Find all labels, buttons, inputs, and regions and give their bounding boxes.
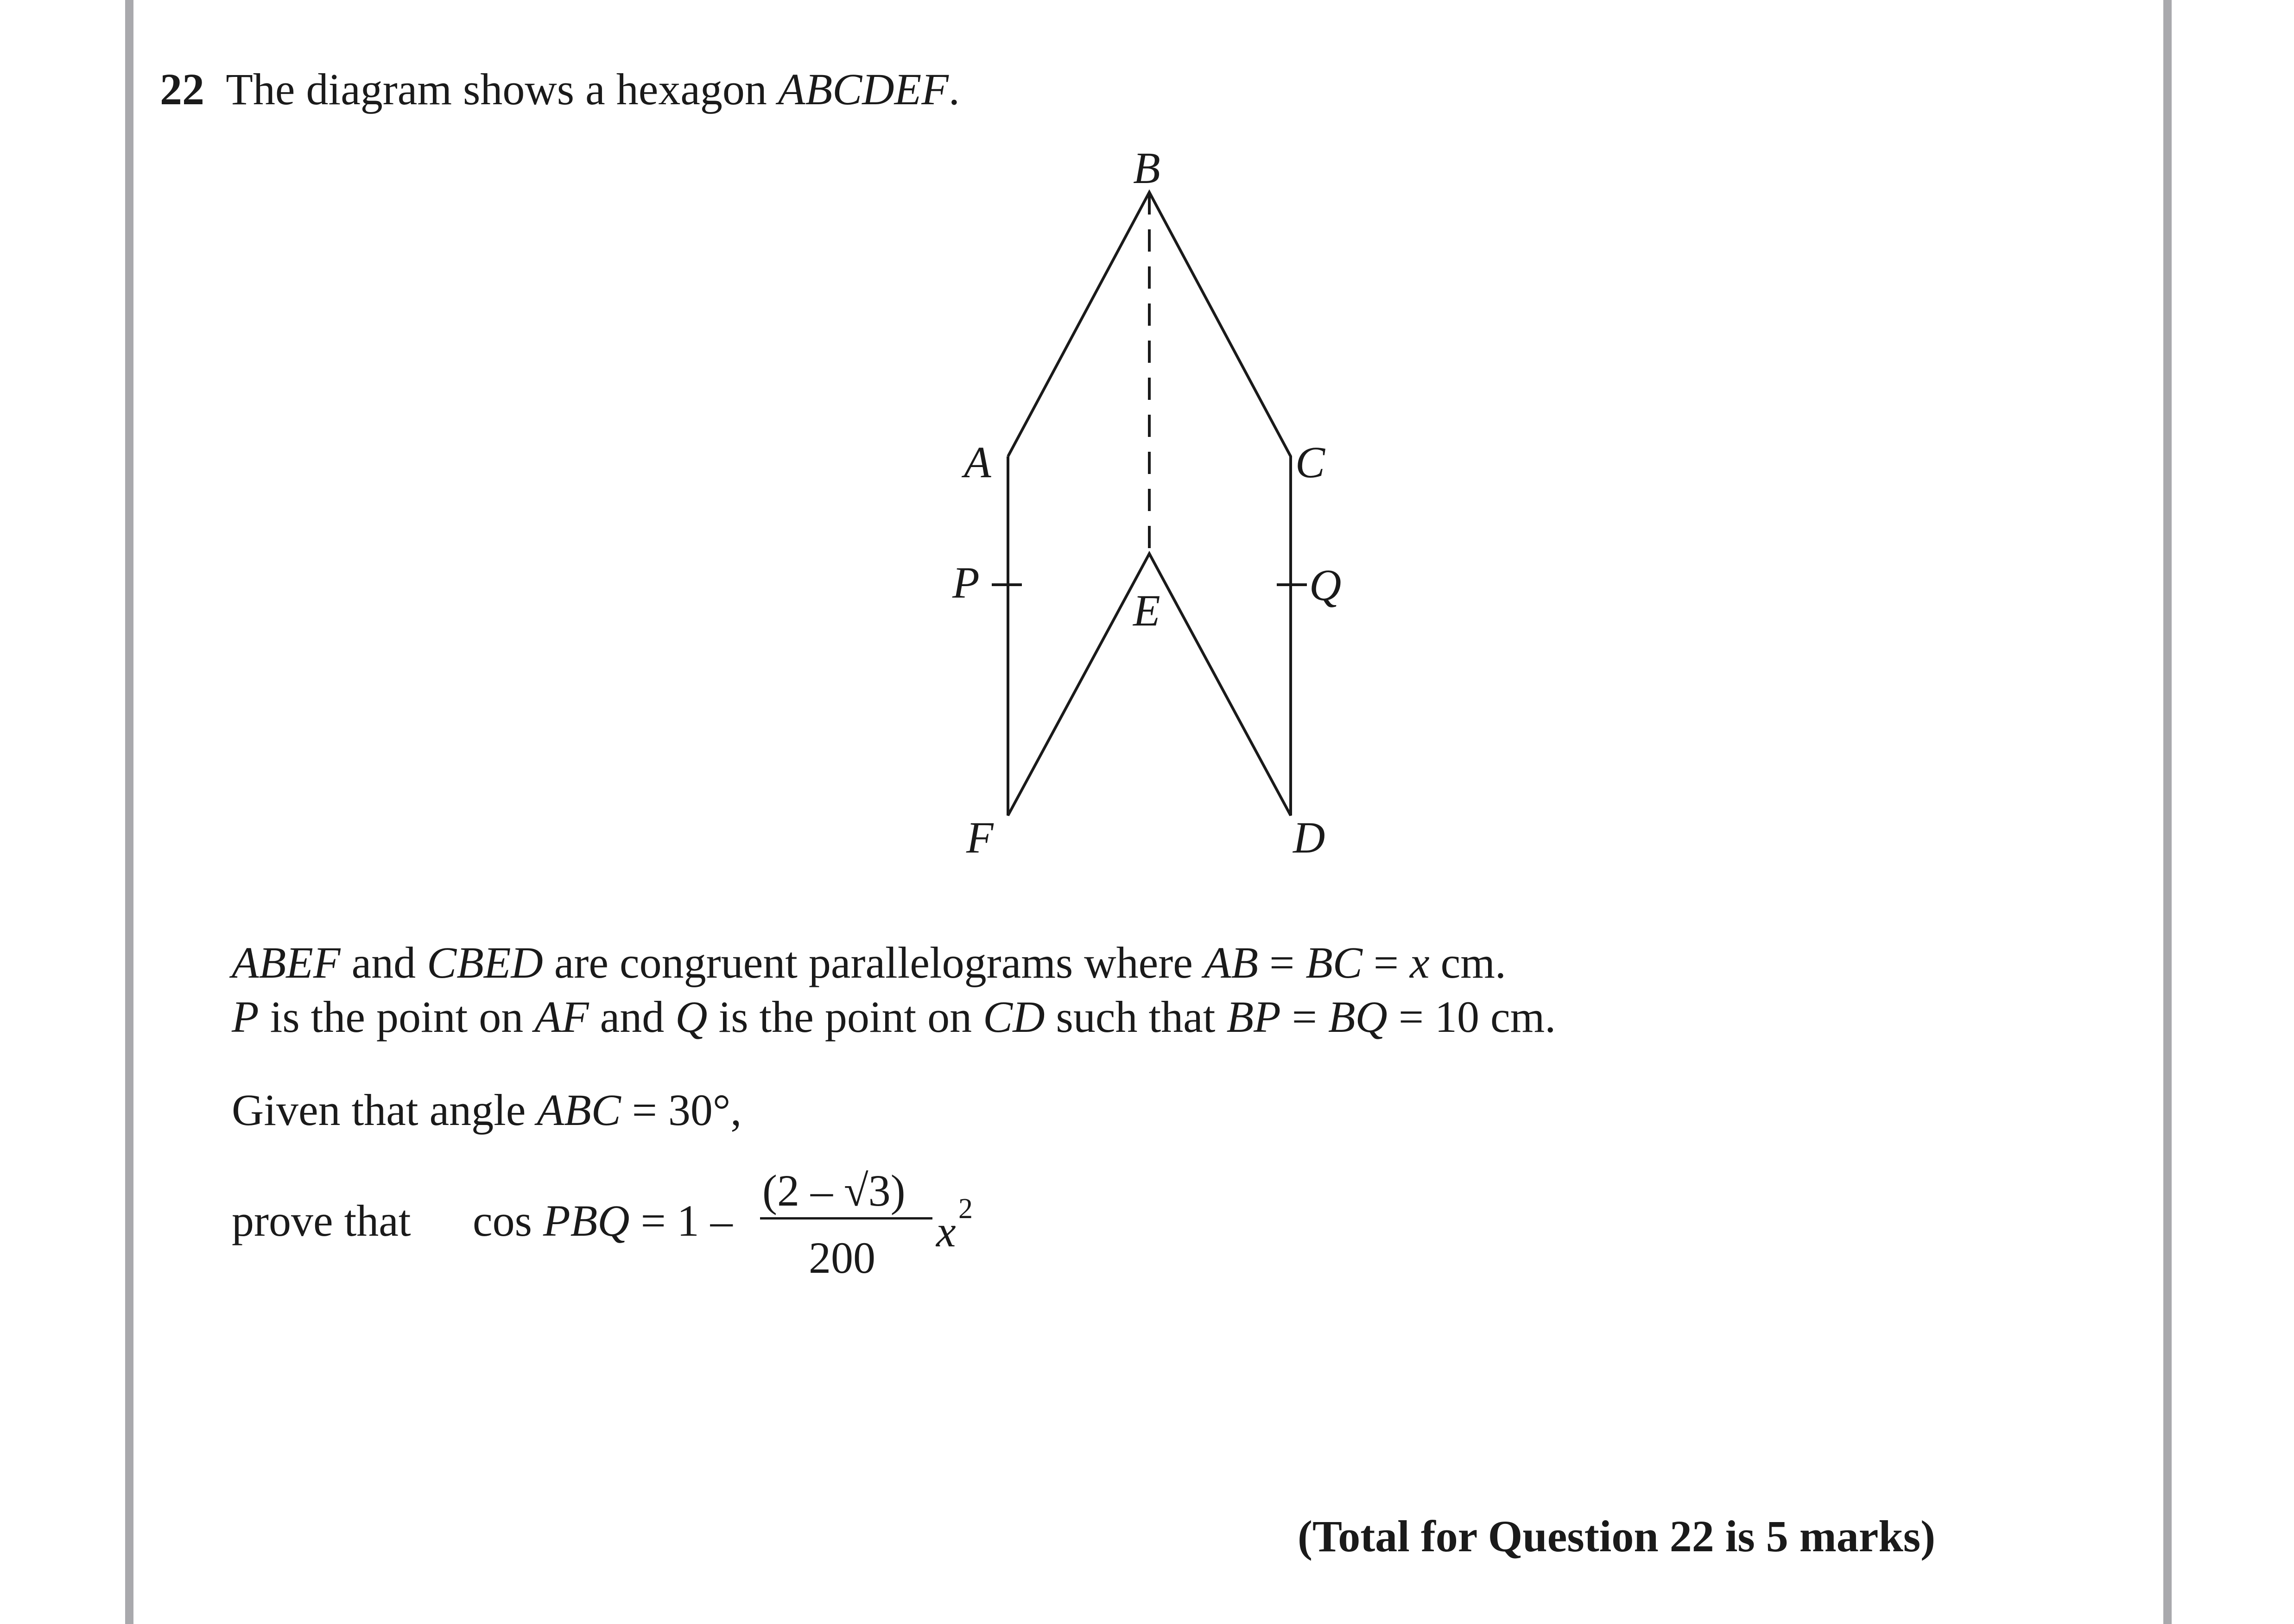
text-point-on-2: is the point on: [707, 992, 983, 1042]
text-abc: ABC: [537, 1085, 621, 1135]
text-bp: BP: [1226, 992, 1281, 1042]
label-f: F: [966, 813, 994, 862]
text-pbq: PBQ: [543, 1196, 630, 1245]
variable-x: x: [936, 1207, 956, 1256]
prove-label: prove that: [232, 1196, 411, 1245]
text-eq1: =: [1258, 938, 1306, 987]
question-intro-suffix: .: [948, 64, 960, 114]
text-cbed: CBED: [427, 938, 543, 987]
label-a: A: [964, 437, 991, 487]
question-number: 22: [160, 64, 204, 114]
text-abef: ABEF: [232, 938, 341, 987]
fraction-denominator: 200: [809, 1233, 875, 1283]
text-cd: CD: [983, 992, 1045, 1042]
text-given-that: Given that angle: [232, 1085, 537, 1135]
text-cos: cos: [473, 1196, 543, 1245]
equation-lhs: [473, 1196, 733, 1245]
text-cm: cm.: [1429, 938, 1506, 987]
text-x: x: [1410, 938, 1430, 987]
exponent-2: 2: [958, 1193, 973, 1225]
text-point-on: is the point on: [259, 992, 535, 1042]
text-q: Q: [675, 992, 708, 1042]
question-intro-text: The diagram shows a hexagon: [226, 64, 778, 114]
label-q: Q: [1309, 560, 1342, 610]
text-and: and: [340, 938, 427, 987]
fraction-numerator: (2 – √3): [762, 1166, 906, 1215]
text-eq3: =: [1280, 992, 1328, 1042]
label-p: P: [952, 558, 980, 607]
text-congruent: are congruent parallelograms where: [543, 938, 1204, 987]
statement-line-2: [232, 992, 1556, 1042]
label-e: E: [1133, 586, 1160, 635]
question-intro-shape: ABCDEF: [778, 64, 949, 114]
text-such-that: such that: [1045, 992, 1227, 1042]
fraction-bar: [760, 1217, 932, 1220]
label-b: B: [1133, 143, 1160, 193]
text-and-2: and: [589, 992, 676, 1042]
total-marks: (Total for Question 22 is 5 marks): [1298, 1511, 1936, 1561]
given-line: [232, 1085, 742, 1135]
label-c: C: [1295, 437, 1325, 487]
text-equals-one-minus: = 1 –: [629, 1196, 733, 1245]
statement-line-1: [232, 938, 1506, 987]
text-eq2: =: [1362, 938, 1410, 987]
text-bc: BC: [1305, 938, 1362, 987]
text-af: AF: [534, 992, 589, 1042]
text-30-degrees: = 30°,: [621, 1085, 742, 1135]
text-p: P: [232, 992, 259, 1042]
text-ab: AB: [1204, 938, 1259, 987]
text-10cm: = 10 cm.: [1387, 992, 1556, 1042]
text-bq: BQ: [1328, 992, 1388, 1042]
label-d: D: [1293, 813, 1325, 862]
